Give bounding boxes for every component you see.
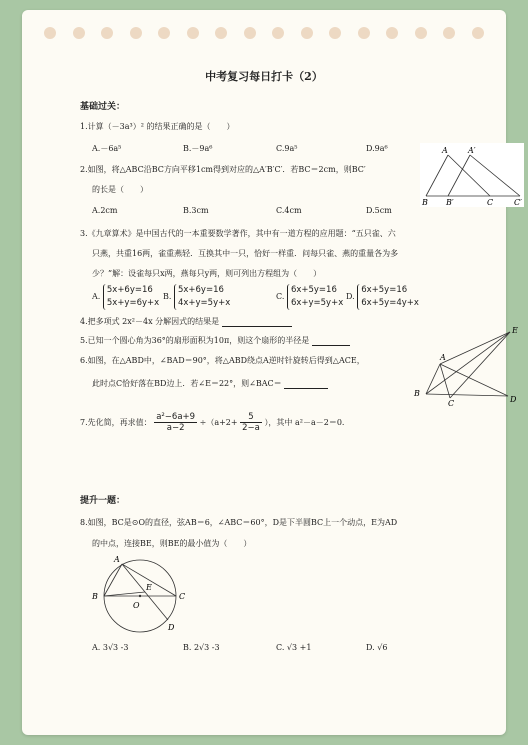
equation: 6x+5y=16 <box>290 285 337 295</box>
q2-label-b: B <box>422 198 428 207</box>
q8-figure <box>88 552 198 634</box>
q3-option-a-system <box>103 284 159 310</box>
dot-decoration <box>329 27 341 39</box>
q3-option-b-system <box>174 284 230 310</box>
q3-option-c-label: C. <box>276 292 285 302</box>
q3-option-d[interactable] <box>346 284 419 310</box>
q7-denominator-2: 2−a <box>242 423 260 434</box>
dot-decoration <box>386 27 398 39</box>
equation: 5x+6y=16 <box>106 285 153 295</box>
q8-label-b: B <box>92 592 98 601</box>
section-basic: 基础过关： <box>80 102 126 112</box>
dot-decoration <box>301 27 313 39</box>
q2-label-c-prime: C′ <box>514 198 522 207</box>
q8-label-o: O <box>133 601 140 610</box>
equation: 6x+y=5y+x <box>290 298 344 308</box>
equation: 5x+y=6y+x <box>106 298 160 308</box>
q8-option-a[interactable]: A. 3√3 -3 <box>92 643 129 652</box>
dot-decoration <box>158 27 170 39</box>
q8-label-d: D <box>168 623 175 632</box>
q7-fraction-2 <box>240 412 262 433</box>
q2-option-b[interactable]: B.3cm <box>183 206 209 215</box>
q4-row <box>80 317 292 327</box>
q2-label-b-prime: B′ <box>446 198 454 207</box>
equation: 4x+y=5y+x <box>177 298 231 308</box>
equation: 5x+6y=16 <box>177 285 224 295</box>
q6-line2: 此时点C恰好落在BD边上．若∠E＝22°，则∠BAC＝ <box>92 379 282 388</box>
q8-line1: 8.如图，BC是⊙O的直径，弦AB＝6，∠ABC＝60°，D是下半圆BC上一个动点，E为AD <box>80 518 398 527</box>
q7-denominator-1: a−2 <box>166 423 185 434</box>
q6-figure <box>412 324 522 408</box>
q3-option-c[interactable] <box>276 284 343 310</box>
q6-answer-blank[interactable] <box>284 380 328 389</box>
q1-option-a[interactable]: A.－6a⁵ <box>92 144 122 153</box>
q3-option-b-label: B. <box>163 292 172 302</box>
q3-option-c-system <box>287 284 343 310</box>
q3-line3: 少？”解：设雀每只x两，燕每只y两，则可列出方程组为（ ） <box>92 269 322 278</box>
dot-decoration <box>44 27 56 39</box>
equation: 6x+5y=16 <box>361 285 408 295</box>
q2-option-d[interactable]: D.5cm <box>366 206 392 215</box>
q2-label-a: A <box>442 146 448 155</box>
dot-decoration <box>272 27 284 39</box>
dot-decoration <box>244 27 256 39</box>
q6-label-e: E <box>512 326 518 335</box>
q7-fraction-1 <box>154 412 197 433</box>
q3-line2: 只燕，共重16两，雀重燕轻．互换其中一只，恰好一样重．问每只雀、燕的重量各为多 <box>92 249 399 258</box>
q8-option-b[interactable]: B. 2√3 -3 <box>183 643 220 652</box>
q2-option-c[interactable]: C.4cm <box>276 206 302 215</box>
q6-label-d: D <box>510 395 517 404</box>
q8-line2: 的中点，连接BE，则BE的最小值为（ ） <box>92 539 252 548</box>
q2-line2: 的长是（ ） <box>92 185 148 194</box>
q2-option-a[interactable]: A.2cm <box>92 206 118 215</box>
q6-label-c: C <box>448 399 455 408</box>
q3-option-a[interactable] <box>92 284 159 310</box>
section-advanced: 提升一题： <box>80 496 126 506</box>
q8-label-e: E <box>146 583 152 592</box>
q7-divide: ÷（a+2+ <box>199 417 238 427</box>
q7-row <box>80 412 344 433</box>
q1-option-c[interactable]: C.9a⁵ <box>276 144 298 153</box>
dot-decoration <box>358 27 370 39</box>
q6-label-a: A <box>440 353 446 362</box>
q2-figure <box>420 143 524 207</box>
q6-line1: 6.如图，在△ABD中，∠BAD＝90°，将△ABD绕点A逆时针旋转后得到△ACE， <box>80 356 365 365</box>
q6-row2 <box>92 379 328 389</box>
dot-decoration <box>187 27 199 39</box>
q6-label-b: B <box>414 389 420 398</box>
q2-label-c: C <box>487 198 494 207</box>
q8-label-a: A <box>114 555 120 564</box>
dot-decoration <box>443 27 455 39</box>
q7-numerator-1: a²−6a+9 <box>156 412 196 422</box>
dot-decoration <box>472 27 484 39</box>
q7-prefix: 7.先化简，再求值： <box>80 417 152 427</box>
q3-option-b[interactable] <box>163 284 230 310</box>
q5-row <box>80 336 350 346</box>
dot-decoration <box>215 27 227 39</box>
q7-numerator-2: 5 <box>240 412 262 423</box>
q7-suffix: ），其中 a²－a－2＝0. <box>264 417 345 427</box>
q3-option-a-label: A. <box>92 292 101 302</box>
q1-option-b[interactable]: B.－9a⁶ <box>183 144 213 153</box>
dot-decoration <box>415 27 427 39</box>
q5-text: 5.已知一个圆心角为36°的扇形面积为10π，则这个扇形的半径是 <box>80 336 310 345</box>
q1-stem: 1.计算（－3a³）² 的结果正确的是（ ） <box>80 122 235 131</box>
q8-option-d[interactable]: D. √6 <box>366 643 388 652</box>
page-title: 中考复习每日打卡（2） <box>205 70 323 83</box>
equation: 6x+5y=4y+x <box>361 298 419 308</box>
decorative-dots <box>44 27 484 39</box>
q2-label-a-prime: A′ <box>468 146 476 155</box>
q1-option-d[interactable]: D.9a⁶ <box>366 144 388 153</box>
q8-label-c: C <box>179 592 186 601</box>
dot-decoration <box>101 27 113 39</box>
q4-answer-blank[interactable] <box>222 318 292 327</box>
q8-option-c[interactable]: C. √3 +1 <box>276 643 312 652</box>
dot-decoration <box>73 27 85 39</box>
q2-line1: 2.如图，将△ABC沿BC方向平移1cm得到对应的△A′B′C′．若BC＝2cm，则BC′ <box>80 165 366 174</box>
q3-line1: 3.《九章算术》是中国古代的一本重要数学著作，其中有一道方程的应用题：“五只雀、六 <box>80 229 396 238</box>
dot-decoration <box>130 27 142 39</box>
q3-option-d-system <box>357 284 419 310</box>
q4-text: 4.把多项式 2x²－4x 分解因式的结果是 <box>80 317 220 326</box>
q3-option-d-label: D. <box>346 292 355 302</box>
q5-answer-blank[interactable] <box>312 337 350 346</box>
